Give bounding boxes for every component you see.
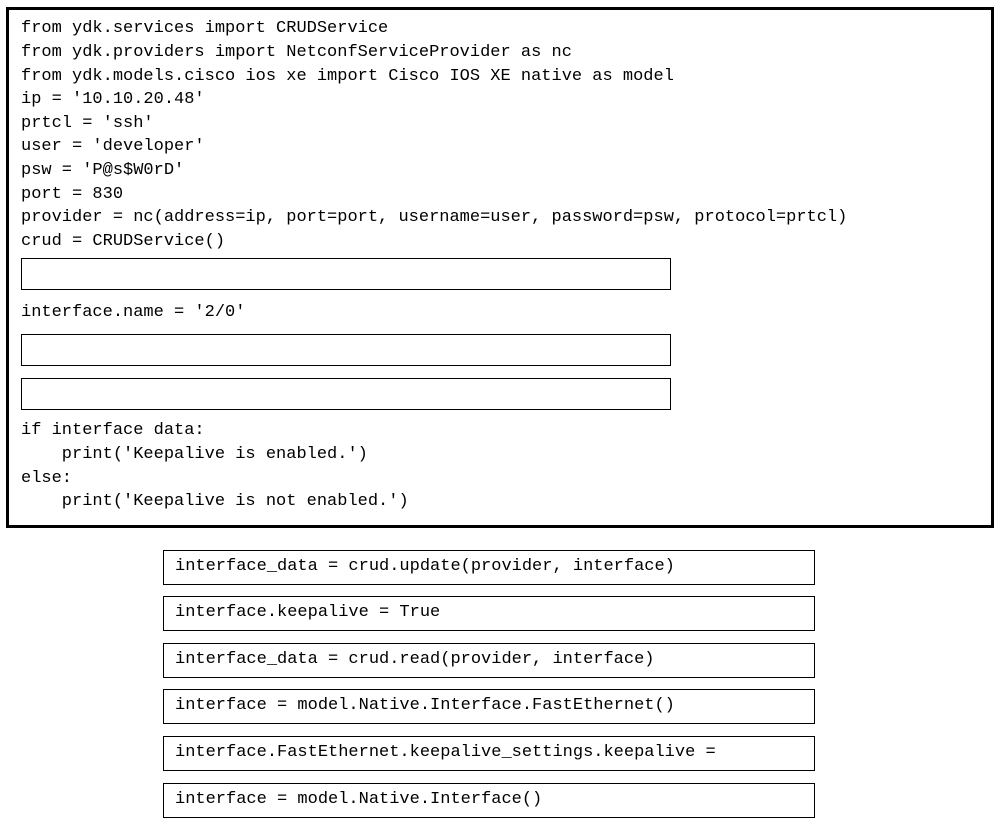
- draggable-option[interactable]: interface.keepalive = True: [163, 596, 815, 631]
- draggable-option[interactable]: interface = model.Native.Interface.FastEthernet(): [163, 689, 815, 724]
- code-panel: [6, 7, 994, 528]
- code-line: from ydk.services import CRUDService: [21, 19, 389, 38]
- code-line: prtcl = 'ssh': [21, 114, 154, 133]
- code-line: else:: [21, 469, 73, 488]
- code-line: from ydk.providers import NetconfServiceProvider as nc: [21, 43, 572, 62]
- code-line: provider = nc(address=ip, port=port, username=user, password=psw, protocol=prtcl): [21, 208, 848, 227]
- draggable-option[interactable]: interface_data = crud.update(provider, interface): [163, 550, 815, 585]
- code-line: from ydk.models.cisco ios xe import Cisco IOS XE native as model: [21, 67, 674, 86]
- code-line: print('Keepalive is not enabled.'): [21, 492, 409, 511]
- draggable-option[interactable]: interface.FastEthernet.keepalive_settings.keepalive =: [163, 736, 815, 771]
- drop-target-slot-3[interactable]: [21, 378, 671, 410]
- code-line: print('Keepalive is enabled.'): [21, 445, 368, 464]
- drop-target-slot-2[interactable]: [21, 334, 671, 366]
- draggable-option[interactable]: interface_data = crud.read(provider, interface): [163, 643, 815, 678]
- draggable-option[interactable]: interface = model.Native.Interface(): [163, 783, 815, 818]
- code-line: ip = '10.10.20.48': [21, 90, 205, 109]
- code-line: interface.name = '2/0': [21, 303, 246, 322]
- code-line: psw = 'P@s$W0rD': [21, 161, 185, 180]
- drop-target-slot-1[interactable]: [21, 258, 671, 290]
- code-line: crud = CRUDService(): [21, 232, 226, 251]
- code-line: user = 'developer': [21, 137, 205, 156]
- code-line: port = 830: [21, 185, 124, 204]
- code-line: if interface data:: [21, 421, 205, 440]
